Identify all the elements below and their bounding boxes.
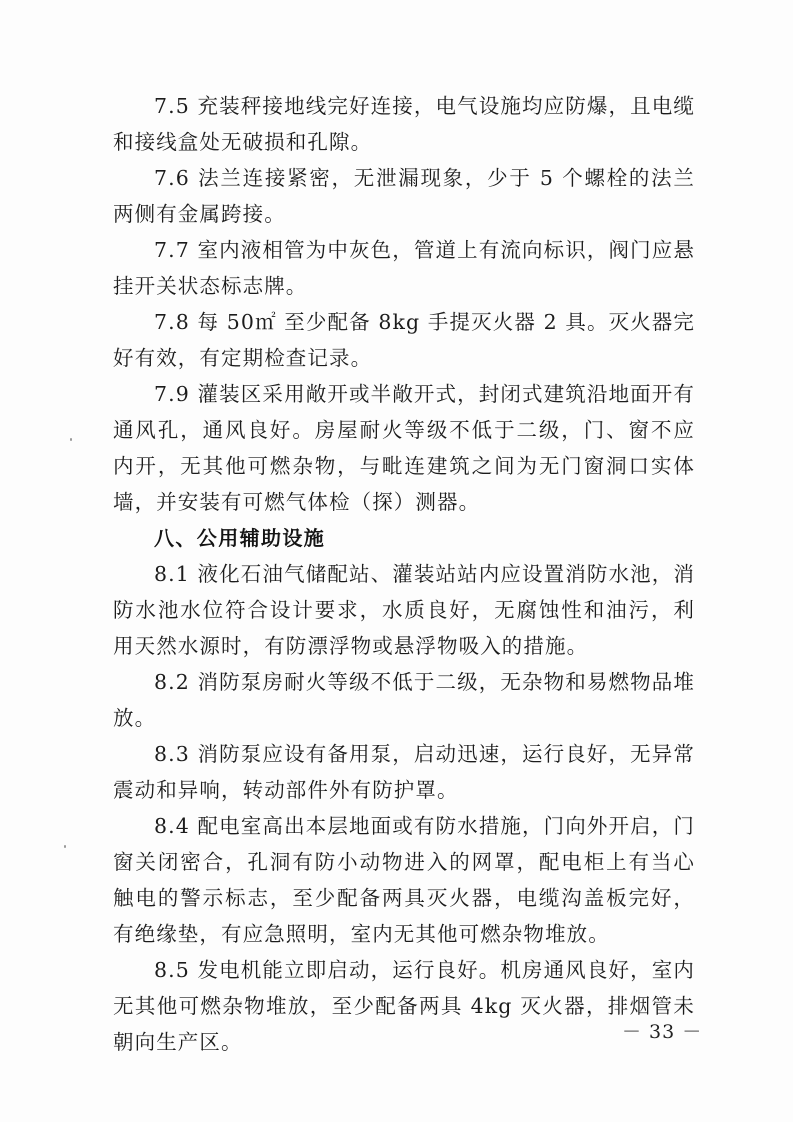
clause-8-1: 8.1 液化石油气储配站、灌装站站内应设置消防水池，消防水池水位符合设计要求，水质良好，无腐蚀性和油污，利用天然水源时，有防漂浮物或悬浮物吸入的措施。 [113,562,695,658]
clause-8-3: 8.3 消防泵应设有备用泵，启动迅速，运行良好，无异常震动和异响，转动部件外有防护罩。 [113,742,695,802]
clause-8-2: 8.2 消防泵房耐火等级不低于二级，无杂物和易燃物品堆放。 [113,670,695,730]
clause-8-5: 8.5 发电机能立即启动，运行良好。机房通风良好，室内无其他可燃杂物堆放，至少配备两具 4kg 灭火器，排烟管未朝向生产区。 [113,958,695,1054]
document-body [113,88,695,1060]
clause-7-6: 7.6 法兰连接紧密，无泄漏现象，少于 5 个螺栓的法兰两侧有金属跨接。 [113,166,695,226]
scan-speck [70,438,72,441]
clause-7-7: 7.7 室内液相管为中灰色，管道上有流向标识，阀门应悬挂开关状态标志牌。 [113,238,695,298]
scan-speck [64,845,66,848]
clause-8-4: 8.4 配电室高出本层地面或有防水措施，门向外开启，门窗关闭密合，孔洞有防小动物进入的网罩，配电柜上有当心触电的警示标志，至少配备两具灭火器，电缆沟盖板完好，有绝缘垫，有应急照明，室内无其他可燃杂物堆放。 [113,814,695,946]
clause-7-5: 7.5 充装秤接地线完好连接，电气设施均应防爆，且电缆和接线盒处无破损和孔隙。 [113,94,695,154]
page-number: － 33 － [622,1021,703,1043]
section-heading-public-auxiliary-facilities: 八、公用辅助设施 [154,526,326,550]
clause-7-8: 7.8 每 50㎡ 至少配备 8kg 手提灭火器 2 具。灭火器完好有效，有定期检查记录。 [113,310,695,370]
clause-7-9: 7.9 灌装区采用敞开或半敞开式，封闭式建筑沿地面开有通风孔，通风良好。房屋耐火等级不低于二级，门、窗不应内开，无其他可燃杂物，与毗连建筑之间为无门窗洞口实体墙，并安装有可燃气体检（探）测器。 [113,382,695,514]
